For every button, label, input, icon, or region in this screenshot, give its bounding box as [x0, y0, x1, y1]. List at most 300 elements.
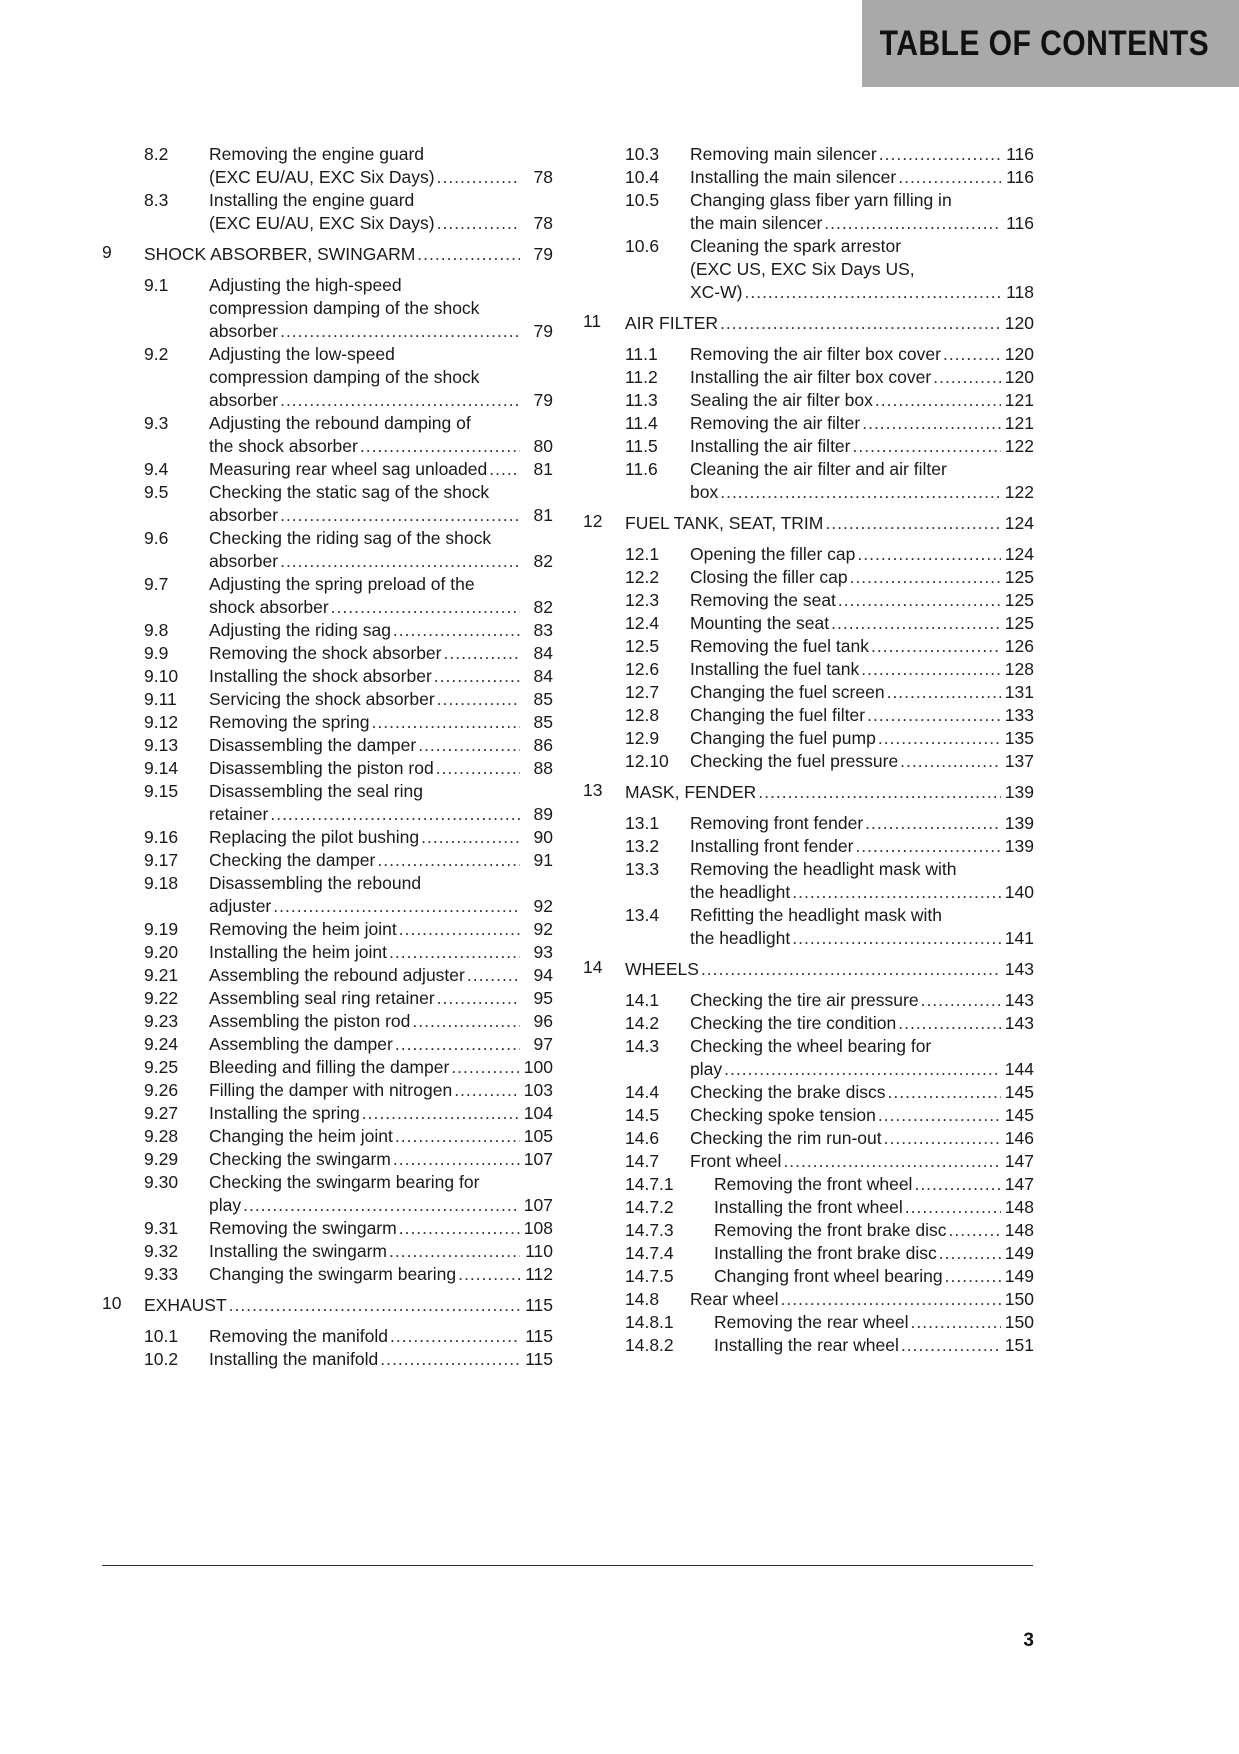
toc-entry[interactable]	[102, 619, 553, 642]
toc-entry-number: 14.3	[625, 1036, 660, 1056]
toc-entry-number: 10.1	[144, 1326, 179, 1346]
toc-entry-title: Removing front fender	[690, 813, 864, 833]
toc-leader-dots	[270, 803, 520, 826]
toc-entry-number: 12.9	[625, 728, 660, 748]
toc-entry-title: Adjusting the rebound damping of	[209, 413, 471, 433]
toc-entry-title: Cleaning the air filter and air filter	[690, 459, 947, 479]
toc-leader-dots	[331, 596, 520, 619]
toc-entry[interactable]	[583, 1150, 1034, 1173]
toc-entry-title: Bleeding and filling the damper	[209, 1057, 450, 1077]
toc-page-number: 141	[1004, 928, 1034, 948]
toc-entry[interactable]	[583, 1035, 1034, 1081]
toc-leader-dots	[939, 1242, 1001, 1265]
toc-page-number: 79	[533, 390, 553, 410]
toc-entry-title: Installing the fuel tank	[690, 659, 860, 679]
toc-entry[interactable]	[102, 1325, 553, 1348]
toc-page-number: 121	[1004, 413, 1034, 433]
toc-entry[interactable]	[102, 1010, 553, 1033]
toc-leader-dots	[395, 1125, 520, 1148]
toc-entry-title: shock absorber	[209, 597, 329, 617]
toc-entry[interactable]	[102, 987, 553, 1010]
toc-entry-number: 14.7	[625, 1151, 660, 1171]
toc-entry-number: 14.5	[625, 1105, 660, 1125]
toc-leader-dots	[390, 1325, 520, 1348]
toc-page-number: 122	[1004, 482, 1034, 502]
toc-entry-title: Changing the fuel filter	[690, 705, 866, 725]
toc-entry-number: 13.1	[625, 813, 660, 833]
toc-entry[interactable]	[583, 1173, 1034, 1196]
toc-page-number: 78	[533, 213, 553, 233]
toc-entry[interactable]	[102, 711, 553, 734]
toc-leader-dots	[758, 781, 1001, 804]
toc-entry-number: 9.19	[144, 919, 179, 939]
toc-leader-dots	[489, 458, 520, 481]
toc-leader-dots	[417, 243, 520, 266]
toc-leader-dots	[443, 642, 520, 665]
toc-page-number: 116	[1006, 144, 1034, 164]
toc-entry-title: Installing the engine guard	[209, 190, 415, 210]
toc-entry[interactable]	[102, 1148, 553, 1171]
toc-leader-dots	[933, 366, 1001, 389]
toc-entry-number: 11.2	[625, 367, 658, 387]
toc-entry-title: absorber	[209, 390, 279, 410]
toc-page-number: 126	[1004, 636, 1034, 656]
toc-entry-title: WHEELS	[625, 959, 699, 979]
toc-entry-number: 9.3	[144, 413, 169, 433]
toc-entry-title: (EXC US, EXC Six Days US,	[690, 259, 915, 279]
toc-leader-dots	[781, 1288, 1001, 1311]
toc-entry[interactable]	[102, 412, 553, 458]
toc-entry-title: compression damping of the shock	[209, 367, 480, 387]
toc-entry-title: absorber	[209, 321, 279, 341]
toc-entry-title: Changing the fuel screen	[690, 682, 885, 702]
toc-page-number: 120	[1004, 344, 1034, 364]
toc-page-number: 91	[533, 850, 553, 870]
toc-entry-title: Removing the air filter	[690, 413, 861, 433]
toc-entry-title: Sealing the air filter box	[690, 390, 873, 410]
toc-entry-title: Adjusting the riding sag	[209, 620, 391, 640]
toc-leader-dots	[393, 619, 520, 642]
toc-entry[interactable]	[583, 812, 1034, 835]
toc-entry-title: Closing the filler cap	[690, 567, 848, 587]
toc-page-number: 115	[525, 1295, 553, 1315]
toc-leader-dots	[720, 312, 1001, 335]
toc-page-number: 82	[533, 597, 553, 617]
toc-page-number: 81	[533, 459, 553, 479]
toc-leader-dots	[901, 1334, 1001, 1357]
toc-entry-number: 10.5	[625, 190, 660, 210]
toc-entry-title: Installing the shock absorber	[209, 666, 432, 686]
toc-entry[interactable]	[583, 1012, 1034, 1035]
toc-entry[interactable]	[102, 1102, 553, 1125]
toc-page-number: 150	[1004, 1289, 1034, 1309]
toc-leader-dots	[875, 389, 1001, 412]
toc-entry[interactable]	[583, 435, 1034, 458]
toc-entry-title: Adjusting the spring preload of the	[209, 574, 475, 594]
toc-entry-number: 13.2	[625, 836, 660, 856]
toc-leader-dots	[905, 1196, 1001, 1219]
toc-entry[interactable]	[583, 704, 1034, 727]
toc-entry[interactable]	[583, 166, 1034, 189]
toc-page-number: 85	[533, 689, 553, 709]
toc-entry-number: 9.9	[144, 643, 169, 663]
toc-entry[interactable]	[102, 780, 553, 826]
toc-entry[interactable]	[583, 366, 1034, 389]
toc-entry-title: Removing main silencer	[690, 144, 877, 164]
toc-leader-dots	[280, 504, 520, 527]
toc-page-number: 90	[533, 827, 553, 847]
toc-page-number: 97	[533, 1034, 553, 1054]
toc-leader-dots	[701, 958, 1001, 981]
toc-leader-dots	[865, 812, 1001, 835]
toc-entry[interactable]	[583, 904, 1034, 950]
toc-entry[interactable]	[583, 1219, 1034, 1242]
toc-entry-number: 12.4	[625, 613, 660, 633]
toc-page-number: 104	[523, 1103, 553, 1123]
toc-entry-title: adjuster	[209, 896, 272, 916]
toc-entry-title: Checking the damper	[209, 850, 376, 870]
toc-entry-title: Removing the air filter box cover	[690, 344, 941, 364]
toc-entry-title: Installing the front wheel	[714, 1197, 903, 1217]
toc-chapter-entry[interactable]	[583, 310, 1034, 338]
toc-entry-number: 9.17	[144, 850, 179, 870]
toc-entry[interactable]	[102, 826, 553, 849]
toc-entry[interactable]	[583, 750, 1034, 773]
toc-leader-dots	[831, 612, 1001, 635]
toc-entry-number: 12.5	[625, 636, 660, 656]
toc-entry[interactable]	[102, 1079, 553, 1102]
toc-chapter-entry[interactable]	[102, 241, 553, 269]
toc-entry[interactable]	[583, 612, 1034, 635]
toc-leader-dots	[243, 1194, 520, 1217]
toc-leader-dots	[838, 589, 1001, 612]
toc-entry-title: retainer	[209, 804, 269, 824]
toc-entry[interactable]	[102, 1263, 553, 1286]
toc-entry[interactable]	[583, 681, 1034, 704]
toc-page-number: 103	[523, 1080, 553, 1100]
toc-leader-dots	[862, 412, 1001, 435]
toc-entry[interactable]	[102, 872, 553, 918]
toc-entry-title: Removing the engine guard	[209, 144, 425, 164]
toc-chapter-entry[interactable]	[102, 1292, 553, 1320]
toc-leader-dots	[360, 435, 520, 458]
toc-entry[interactable]	[583, 543, 1034, 566]
toc-entry-number: 12.1	[625, 544, 660, 564]
toc-leader-dots	[434, 665, 520, 688]
toc-page-number: 80	[533, 436, 553, 456]
toc-entry-title: Adjusting the low-speed	[209, 344, 395, 364]
toc-entry-number: 9.31	[144, 1218, 179, 1238]
toc-leader-dots	[853, 435, 1002, 458]
toc-entry-number: 9.5	[144, 482, 169, 502]
toc-page-number: 147	[1004, 1174, 1034, 1194]
toc-entry[interactable]	[583, 835, 1034, 858]
toc-entry-title: Filling the damper with nitrogen	[209, 1080, 453, 1100]
toc-entry-title: Checking spoke tension	[690, 1105, 876, 1125]
toc-entry-title: compression damping of the shock	[209, 298, 480, 318]
toc-page-number: 149	[1004, 1266, 1034, 1286]
toc-page-number: 116	[1006, 213, 1034, 233]
toc-entry-number: 11.4	[625, 413, 658, 433]
toc-entry-number: 14.7.4	[625, 1243, 674, 1263]
toc-entry-title: Replacing the pilot bushing	[209, 827, 420, 847]
toc-entry-title: Removing the seat	[690, 590, 836, 610]
toc-entry[interactable]	[102, 1348, 553, 1371]
toc-entry-number: 9.32	[144, 1241, 179, 1261]
toc-entry-number: 9.22	[144, 988, 179, 1008]
toc-page-number: 137	[1004, 751, 1034, 771]
toc-entry-number: 12	[583, 511, 603, 531]
toc-entry[interactable]	[102, 1033, 553, 1056]
toc-page-number: 148	[1004, 1220, 1034, 1240]
toc-entry[interactable]	[102, 642, 553, 665]
toc-entry-title: Installing the main silencer	[690, 167, 897, 187]
toc-entry[interactable]	[583, 1334, 1034, 1357]
toc-entry-title: Removing the spring	[209, 712, 370, 732]
toc-page-number: 92	[533, 896, 553, 916]
toc-entry-title: Assembling the piston rod	[209, 1011, 411, 1031]
toc-page-number: 84	[533, 643, 553, 663]
toc-entry[interactable]	[583, 1196, 1034, 1219]
toc-entry-title: Removing the front wheel	[714, 1174, 913, 1194]
toc-leader-dots	[898, 166, 1001, 189]
toc-leader-dots	[792, 927, 1001, 950]
toc-leader-dots	[437, 212, 520, 235]
toc-entry[interactable]	[102, 734, 553, 757]
toc-leader-dots	[855, 835, 1001, 858]
toc-entry-title: Removing the manifold	[209, 1326, 388, 1346]
toc-entry-title: AIR FILTER	[625, 313, 719, 333]
toc-column-left	[102, 143, 553, 1371]
toc-page-number: 85	[533, 712, 553, 732]
toc-entry[interactable]	[583, 458, 1034, 504]
header-tab	[862, 0, 1239, 87]
toc-entry-number: 9.20	[144, 942, 179, 962]
toc-leader-dots	[824, 212, 1001, 235]
toc-entry-number: 9.26	[144, 1080, 179, 1100]
toc-entry-title: Installing the air filter	[690, 436, 851, 456]
toc-page-number: 128	[1004, 659, 1034, 679]
toc-entry-title: Checking the fuel pressure	[690, 751, 899, 771]
toc-entry[interactable]	[583, 1242, 1034, 1265]
toc-chapter-entry[interactable]	[583, 956, 1034, 984]
toc-page-number: 131	[1004, 682, 1034, 702]
toc-page-number: 115	[525, 1326, 553, 1346]
toc-entry[interactable]	[102, 1171, 553, 1217]
toc-entry[interactable]	[102, 343, 553, 412]
toc-entry[interactable]	[583, 635, 1034, 658]
toc-page-number: 95	[533, 988, 553, 1008]
toc-entry[interactable]	[102, 1125, 553, 1148]
toc-entry-title: Changing the fuel pump	[690, 728, 876, 748]
toc-page-number: 151	[1004, 1335, 1034, 1355]
toc-entry-number: 13.3	[625, 859, 660, 879]
toc-leader-dots	[900, 750, 1001, 773]
toc-leader-dots	[436, 757, 520, 780]
toc-entry-title: Servicing the shock absorber	[209, 689, 435, 709]
toc-entry-title: Checking the riding sag of the shock	[209, 528, 492, 548]
toc-entry[interactable]	[583, 189, 1034, 235]
toc-page-number: 121	[1004, 390, 1034, 410]
toc-entry-title: the main silencer	[690, 213, 823, 233]
toc-entry[interactable]	[102, 458, 553, 481]
toc-entry[interactable]	[583, 1081, 1034, 1104]
toc-entry[interactable]	[102, 481, 553, 527]
toc-entry[interactable]	[102, 1240, 553, 1263]
toc-leader-dots	[458, 1263, 520, 1286]
toc-leader-dots	[280, 320, 520, 343]
toc-entry[interactable]	[583, 143, 1034, 166]
toc-leader-dots	[467, 964, 520, 987]
toc-entry-number: 9.29	[144, 1149, 179, 1169]
toc-leader-dots	[451, 1056, 520, 1079]
toc-entry-title: Checking the tire air pressure	[690, 990, 919, 1010]
toc-entry[interactable]	[583, 1127, 1034, 1150]
toc-page-number: 88	[533, 758, 553, 778]
toc-entry[interactable]	[102, 964, 553, 987]
toc-entry-title: Checking the tire condition	[690, 1013, 897, 1033]
toc-entry[interactable]	[583, 1104, 1034, 1127]
toc-entry-title: Disassembling the rebound	[209, 873, 422, 893]
toc-entry-number: 14.7.2	[625, 1197, 674, 1217]
toc-leader-dots	[888, 1081, 1001, 1104]
toc-entry[interactable]	[102, 849, 553, 872]
toc-page-number: 124	[1004, 544, 1034, 564]
toc-entry[interactable]	[583, 412, 1034, 435]
toc-entry[interactable]	[583, 343, 1034, 366]
toc-entry-number: 11.5	[625, 436, 658, 456]
toc-page-number: 110	[525, 1241, 553, 1261]
toc-entry-number: 9.24	[144, 1034, 179, 1054]
toc-leader-dots	[720, 481, 1001, 504]
toc-leader-dots	[421, 826, 520, 849]
toc-entry[interactable]	[102, 274, 553, 343]
toc-entry-number: 13.4	[625, 905, 660, 925]
toc-entry[interactable]	[583, 389, 1034, 412]
toc-entry-title: Changing glass fiber yarn filling in	[690, 190, 952, 210]
toc-entry-title: Changing the swingarm bearing	[209, 1264, 457, 1284]
toc-entry-number: 9	[102, 242, 112, 262]
toc-page-number: 112	[525, 1264, 553, 1284]
toc-leader-dots	[437, 987, 520, 1010]
toc-entry[interactable]	[102, 665, 553, 688]
toc-page-number: 150	[1004, 1312, 1034, 1332]
toc-leader-dots	[280, 389, 520, 412]
toc-entry[interactable]	[102, 527, 553, 573]
toc-entry[interactable]	[583, 1288, 1034, 1311]
toc-entry[interactable]	[102, 757, 553, 780]
toc-page-number: 100	[523, 1057, 553, 1077]
page-number: 3	[1023, 1630, 1034, 1651]
toc-entry-title: Installing the heim joint	[209, 942, 388, 962]
toc-leader-dots	[914, 1173, 1001, 1196]
toc-entry[interactable]	[583, 727, 1034, 750]
toc-entry-title: Removing the rear wheel	[714, 1312, 909, 1332]
toc-page-number: 105	[523, 1126, 553, 1146]
toc-page-number: 146	[1004, 1128, 1034, 1148]
toc-entry-title: Installing the spring	[209, 1103, 360, 1123]
toc-entry[interactable]	[102, 688, 553, 711]
toc-entry-title: Installing front fender	[690, 836, 854, 856]
toc-entry[interactable]	[583, 589, 1034, 612]
toc-entry[interactable]	[102, 918, 553, 941]
toc-entry[interactable]	[102, 189, 553, 235]
toc-leader-dots	[395, 1033, 520, 1056]
toc-entry-number: 9.30	[144, 1172, 179, 1192]
toc-entry-number: 9.7	[144, 574, 169, 594]
toc-chapter-entry[interactable]	[583, 779, 1034, 807]
footer-divider	[102, 1565, 1033, 1566]
toc-leader-dots	[911, 1311, 1001, 1334]
toc-entry-number: 9.15	[144, 781, 179, 801]
toc-entry-title: Assembling the damper	[209, 1034, 393, 1054]
toc-entry[interactable]	[583, 989, 1034, 1012]
toc-entry-number: 12.10	[625, 751, 669, 771]
toc-leader-dots	[273, 895, 520, 918]
toc-entry-number: 11.3	[625, 390, 658, 410]
toc-page-number: 93	[533, 942, 553, 962]
toc-entry-title: Rear wheel	[690, 1289, 779, 1309]
toc-page-number: 125	[1004, 613, 1034, 633]
toc-entry-title: Refitting the headlight mask with	[690, 905, 942, 925]
toc-entry[interactable]	[102, 143, 553, 189]
toc-leader-dots	[783, 1150, 1001, 1173]
toc-chapter-entry[interactable]	[583, 510, 1034, 538]
toc-entry-number: 14.7.1	[625, 1174, 674, 1194]
toc-entry-title: the shock absorber	[209, 436, 358, 456]
toc-leader-dots	[867, 704, 1001, 727]
toc-leader-dots	[399, 1217, 520, 1240]
toc-leader-dots	[399, 918, 520, 941]
toc-entry-title: Disassembling the piston rod	[209, 758, 434, 778]
toc-entry-title: Checking the static sag of the shock	[209, 482, 490, 502]
toc-entry-number: 9.10	[144, 666, 179, 686]
toc-entry[interactable]	[102, 1056, 553, 1079]
toc-entry-number: 9.4	[144, 459, 169, 479]
toc-entry[interactable]	[583, 566, 1034, 589]
toc-entry-number: 10.3	[625, 144, 660, 164]
toc-entry[interactable]	[583, 1265, 1034, 1288]
toc-entry[interactable]	[583, 235, 1034, 304]
toc-entry-number: 14.7.3	[625, 1220, 674, 1240]
toc-entry[interactable]	[102, 1217, 553, 1240]
toc-leader-dots	[921, 989, 1001, 1012]
toc-entry-number: 8.3	[144, 190, 169, 210]
toc-entry-number: 9.12	[144, 712, 179, 732]
toc-entry-title: XC-W)	[690, 282, 743, 302]
toc-entry[interactable]	[102, 941, 553, 964]
toc-entry[interactable]	[102, 573, 553, 619]
toc-page-number: 82	[533, 551, 553, 571]
toc-leader-dots	[898, 1012, 1001, 1035]
toc-entry-number: 10.6	[625, 236, 660, 256]
toc-entry-number: 12.7	[625, 682, 660, 702]
toc-entry-number: 11.1	[625, 344, 658, 364]
toc-page-number: 79	[533, 244, 553, 264]
toc-leader-dots	[884, 1127, 1001, 1150]
toc-entry-number: 9.18	[144, 873, 179, 893]
toc-page-number: 139	[1004, 836, 1034, 856]
toc-entry-title: Removing the heim joint	[209, 919, 397, 939]
toc-leader-dots	[412, 1010, 520, 1033]
toc-leader-dots	[943, 343, 1001, 366]
toc-entry[interactable]	[583, 658, 1034, 681]
toc-entry[interactable]	[583, 858, 1034, 904]
toc-entry-number: 9.16	[144, 827, 179, 847]
toc-page-number: 86	[533, 735, 553, 755]
toc-entry[interactable]	[583, 1311, 1034, 1334]
toc-page-number: 133	[1004, 705, 1034, 725]
